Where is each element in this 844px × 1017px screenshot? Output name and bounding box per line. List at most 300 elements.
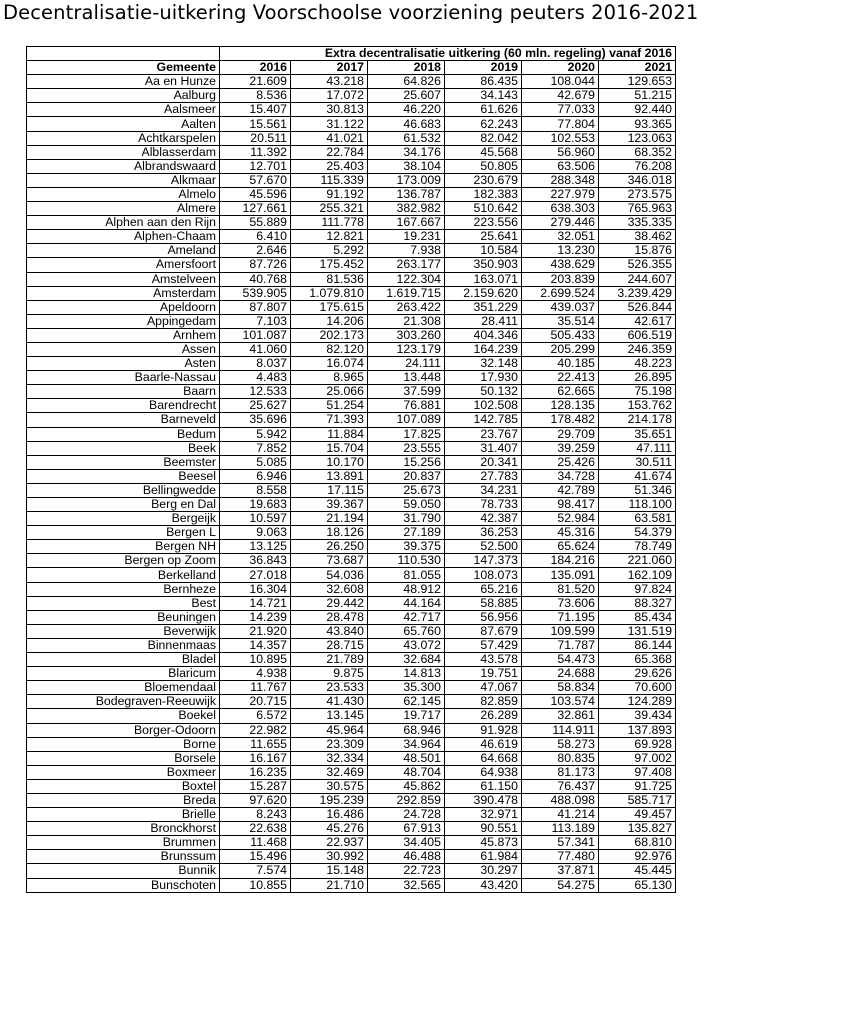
value-cell-2017: 202.173 (291, 328, 368, 342)
value-cell-2021: 47.111 (599, 441, 676, 455)
value-cell-2021: 135.827 (599, 822, 676, 836)
value-cell-2020: 45.316 (522, 526, 599, 540)
value-cell-2018: 61.532 (368, 131, 445, 145)
table-row (27, 145, 676, 159)
value-cell-2016: 35.696 (220, 413, 291, 427)
value-cell-2017: 1.079.810 (291, 286, 368, 300)
table-row (27, 385, 676, 399)
table-row (27, 103, 676, 117)
value-cell-2016: 2.646 (220, 244, 291, 258)
value-cell-2019: 90.551 (445, 822, 522, 836)
gemeente-cell: Alblasserdam (27, 145, 220, 159)
value-cell-2019: 350.903 (445, 258, 522, 272)
value-cell-2021: 35.651 (599, 427, 676, 441)
value-cell-2016: 40.768 (220, 272, 291, 286)
value-cell-2021: 137.893 (599, 723, 676, 737)
value-cell-2019: 52.500 (445, 540, 522, 554)
gemeente-cell: Beuningen (27, 610, 220, 624)
gemeente-cell: Bernheze (27, 582, 220, 596)
value-cell-2018: 136.787 (368, 187, 445, 201)
value-cell-2017: 9.875 (291, 667, 368, 681)
table-row (27, 779, 676, 793)
value-cell-2019: 19.751 (445, 667, 522, 681)
value-cell-2020: 76.437 (522, 779, 599, 793)
table-row (27, 723, 676, 737)
value-cell-2016: 4.938 (220, 667, 291, 681)
value-cell-2020: 24.688 (522, 667, 599, 681)
gemeente-cell: Beverwijk (27, 624, 220, 638)
gemeente-cell: Apeldoorn (27, 300, 220, 314)
table-row (27, 695, 676, 709)
value-cell-2021: 39.434 (599, 709, 676, 723)
value-cell-2016: 7.574 (220, 864, 291, 878)
value-cell-2020: 438.629 (522, 258, 599, 272)
value-cell-2019: 108.073 (445, 568, 522, 582)
value-cell-2016: 87.726 (220, 258, 291, 272)
value-cell-2019: 163.071 (445, 272, 522, 286)
value-cell-2017: 15.704 (291, 441, 368, 455)
value-cell-2019: 34.231 (445, 483, 522, 497)
value-cell-2016: 15.287 (220, 779, 291, 793)
value-cell-2016: 25.627 (220, 399, 291, 413)
value-cell-2019: 36.253 (445, 526, 522, 540)
value-cell-2018: 13.448 (368, 371, 445, 385)
value-cell-2021: 88.327 (599, 596, 676, 610)
value-cell-2021: 3.239.429 (599, 286, 676, 300)
value-cell-2018: 27.189 (368, 526, 445, 540)
value-cell-2018: 24.728 (368, 808, 445, 822)
value-cell-2021: 69.928 (599, 737, 676, 751)
value-cell-2018: 34.964 (368, 737, 445, 751)
gemeente-cell: Bladel (27, 653, 220, 667)
gemeente-cell: Bunschoten (27, 878, 220, 892)
value-cell-2019: 42.387 (445, 512, 522, 526)
value-cell-2020: 52.984 (522, 512, 599, 526)
value-cell-2021: 129.653 (599, 75, 676, 89)
super-header: Extra decentralisatie uitkering (60 mln. regeling) vanaf 2016 (220, 47, 676, 61)
value-cell-2016: 127.661 (220, 202, 291, 216)
value-cell-2020: 32.861 (522, 709, 599, 723)
value-cell-2016: 10.855 (220, 878, 291, 892)
gemeente-cell: Baarle-Nassau (27, 371, 220, 385)
header-corner-cell (27, 47, 220, 61)
value-cell-2017: 30.575 (291, 779, 368, 793)
value-cell-2019: 351.229 (445, 300, 522, 314)
value-cell-2017: 51.254 (291, 399, 368, 413)
gemeente-cell: Aalsmeer (27, 103, 220, 117)
value-cell-2020: 34.728 (522, 469, 599, 483)
value-cell-2019: 230.679 (445, 173, 522, 187)
value-cell-2016: 11.392 (220, 145, 291, 159)
table-row (27, 399, 676, 413)
value-cell-2018: 7.938 (368, 244, 445, 258)
value-cell-2021: 68.810 (599, 836, 676, 850)
allocation-table (26, 46, 676, 893)
value-cell-2020: 77.804 (522, 117, 599, 131)
value-cell-2019: 56.956 (445, 610, 522, 624)
value-cell-2019: 28.411 (445, 314, 522, 328)
value-cell-2016: 27.018 (220, 568, 291, 582)
value-cell-2020: 77.033 (522, 103, 599, 117)
value-cell-2020: 63.506 (522, 159, 599, 173)
value-cell-2017: 17.072 (291, 89, 368, 103)
value-cell-2016: 10.895 (220, 653, 291, 667)
gemeente-cell: Albrandswaard (27, 159, 220, 173)
value-cell-2017: 16.074 (291, 357, 368, 371)
value-cell-2021: 15.876 (599, 244, 676, 258)
value-cell-2019: 61.626 (445, 103, 522, 117)
value-cell-2020: 102.553 (522, 131, 599, 145)
value-cell-2019: 45.568 (445, 145, 522, 159)
value-cell-2018: 23.555 (368, 441, 445, 455)
table-row (27, 878, 676, 892)
value-cell-2020: 29.709 (522, 427, 599, 441)
value-cell-2017: 17.115 (291, 483, 368, 497)
gemeente-cell: Amstelveen (27, 272, 220, 286)
value-cell-2019: 86.435 (445, 75, 522, 89)
value-cell-2018: 19.231 (368, 230, 445, 244)
value-cell-2018: 34.176 (368, 145, 445, 159)
value-cell-2016: 14.239 (220, 610, 291, 624)
value-cell-2017: 11.884 (291, 427, 368, 441)
gemeente-cell: Alphen aan den Rijn (27, 216, 220, 230)
value-cell-2021: 92.440 (599, 103, 676, 117)
year-header-2018: 2018 (368, 61, 445, 75)
value-cell-2019: 62.243 (445, 117, 522, 131)
value-cell-2019: 32.971 (445, 808, 522, 822)
value-cell-2021: 97.002 (599, 751, 676, 765)
gemeente-cell: Appingedam (27, 314, 220, 328)
table-row (27, 512, 676, 526)
value-cell-2018: 22.723 (368, 864, 445, 878)
value-cell-2017: 32.469 (291, 765, 368, 779)
table-row (27, 413, 676, 427)
value-cell-2019: 20.341 (445, 455, 522, 469)
value-cell-2020: 40.185 (522, 357, 599, 371)
value-cell-2020: 35.514 (522, 314, 599, 328)
gemeente-cell: Achtkarspelen (27, 131, 220, 145)
table-row (27, 187, 676, 201)
table-row (27, 131, 676, 145)
value-cell-2020: 77.480 (522, 850, 599, 864)
value-cell-2020: 98.417 (522, 498, 599, 512)
value-cell-2016: 8.558 (220, 483, 291, 497)
gemeente-cell: Borne (27, 737, 220, 751)
value-cell-2016: 20.715 (220, 695, 291, 709)
value-cell-2019: 510.642 (445, 202, 522, 216)
table-row (27, 864, 676, 878)
value-cell-2021: 335.335 (599, 216, 676, 230)
value-cell-2019: 182.383 (445, 187, 522, 201)
value-cell-2019: 87.679 (445, 624, 522, 638)
value-cell-2021: 97.824 (599, 582, 676, 596)
value-cell-2018: 173.009 (368, 173, 445, 187)
gemeente-cell: Binnenmaas (27, 638, 220, 652)
value-cell-2021: 45.445 (599, 864, 676, 878)
value-cell-2020: 108.044 (522, 75, 599, 89)
value-cell-2020: 113.189 (522, 822, 599, 836)
value-cell-2018: 34.405 (368, 836, 445, 850)
value-cell-2019: 50.805 (445, 159, 522, 173)
value-cell-2020: 71.195 (522, 610, 599, 624)
value-cell-2017: 32.334 (291, 751, 368, 765)
gemeente-cell: Bergen NH (27, 540, 220, 554)
value-cell-2020: 42.789 (522, 483, 599, 497)
table-row (27, 765, 676, 779)
value-cell-2017: 39.367 (291, 498, 368, 512)
value-cell-2017: 115.339 (291, 173, 368, 187)
table-row (27, 483, 676, 497)
value-cell-2017: 175.452 (291, 258, 368, 272)
value-cell-2018: 42.717 (368, 610, 445, 624)
value-cell-2016: 57.670 (220, 173, 291, 187)
value-cell-2018: 48.501 (368, 751, 445, 765)
gemeente-cell: Bergen op Zoom (27, 554, 220, 568)
gemeente-cell: Beesel (27, 469, 220, 483)
table-row (27, 808, 676, 822)
value-cell-2016: 8.536 (220, 89, 291, 103)
value-cell-2019: 404.346 (445, 328, 522, 342)
table-row (27, 328, 676, 342)
value-cell-2019: 82.042 (445, 131, 522, 145)
table-row (27, 568, 676, 582)
value-cell-2017: 32.608 (291, 582, 368, 596)
value-cell-2018: 110.530 (368, 554, 445, 568)
value-cell-2019: 78.733 (445, 498, 522, 512)
value-cell-2016: 16.235 (220, 765, 291, 779)
table-row (27, 526, 676, 540)
value-cell-2019: 147.373 (445, 554, 522, 568)
value-cell-2021: 153.762 (599, 399, 676, 413)
table-row (27, 554, 676, 568)
value-cell-2020: 81.520 (522, 582, 599, 596)
table-row (27, 75, 676, 89)
year-header-2019: 2019 (445, 61, 522, 75)
table-row (27, 709, 676, 723)
value-cell-2021: 606.519 (599, 328, 676, 342)
value-cell-2020: 62.665 (522, 385, 599, 399)
value-cell-2017: 15.148 (291, 864, 368, 878)
value-cell-2017: 28.715 (291, 638, 368, 652)
value-cell-2021: 26.895 (599, 371, 676, 385)
value-cell-2019: 64.938 (445, 765, 522, 779)
value-cell-2021: 214.178 (599, 413, 676, 427)
gemeente-cell: Brielle (27, 808, 220, 822)
value-cell-2017: 18.126 (291, 526, 368, 540)
value-cell-2021: 65.130 (599, 878, 676, 892)
table-row (27, 216, 676, 230)
value-cell-2019: 102.508 (445, 399, 522, 413)
value-cell-2021: 273.575 (599, 187, 676, 201)
value-cell-2017: 13.891 (291, 469, 368, 483)
value-cell-2020: 58.834 (522, 681, 599, 695)
value-cell-2017: 5.292 (291, 244, 368, 258)
value-cell-2021: 93.365 (599, 117, 676, 131)
value-cell-2017: 255.321 (291, 202, 368, 216)
value-cell-2017: 111.778 (291, 216, 368, 230)
value-cell-2019: 25.641 (445, 230, 522, 244)
value-cell-2021: 346.018 (599, 173, 676, 187)
gemeente-cell: Borsele (27, 751, 220, 765)
value-cell-2020: 203.839 (522, 272, 599, 286)
value-cell-2020: 65.624 (522, 540, 599, 554)
value-cell-2021: 30.511 (599, 455, 676, 469)
gemeente-cell: Bergen L (27, 526, 220, 540)
table-row (27, 638, 676, 652)
value-cell-2018: 32.684 (368, 653, 445, 667)
gemeente-cell: Assen (27, 342, 220, 356)
gemeente-cell: Amersfoort (27, 258, 220, 272)
value-cell-2016: 11.767 (220, 681, 291, 695)
value-cell-2021: 92.976 (599, 850, 676, 864)
gemeente-cell: Boxmeer (27, 765, 220, 779)
value-cell-2020: 439.037 (522, 300, 599, 314)
year-header-2017: 2017 (291, 61, 368, 75)
gemeente-cell: Blaricum (27, 667, 220, 681)
value-cell-2017: 54.036 (291, 568, 368, 582)
value-cell-2016: 14.357 (220, 638, 291, 652)
value-cell-2018: 59.050 (368, 498, 445, 512)
value-cell-2021: 585.717 (599, 793, 676, 807)
value-cell-2018: 167.667 (368, 216, 445, 230)
value-cell-2018: 76.881 (368, 399, 445, 413)
value-cell-2019: 10.584 (445, 244, 522, 258)
value-cell-2017: 71.393 (291, 413, 368, 427)
value-cell-2019: 82.859 (445, 695, 522, 709)
value-cell-2016: 6.410 (220, 230, 291, 244)
gemeente-cell: Aalburg (27, 89, 220, 103)
value-cell-2019: 58.885 (445, 596, 522, 610)
value-cell-2019: 43.420 (445, 878, 522, 892)
gemeente-cell: Bergeijk (27, 512, 220, 526)
value-cell-2020: 71.787 (522, 638, 599, 652)
value-cell-2021: 29.626 (599, 667, 676, 681)
value-cell-2018: 45.862 (368, 779, 445, 793)
value-cell-2016: 22.638 (220, 822, 291, 836)
table-row (27, 202, 676, 216)
value-cell-2020: 2.699.524 (522, 286, 599, 300)
value-cell-2020: 22.413 (522, 371, 599, 385)
page-title: Decentralisatie-uitkering Voorschoolse voorziening peuters 2016-2021 (3, 1, 699, 24)
value-cell-2017: 21.710 (291, 878, 368, 892)
value-cell-2018: 62.145 (368, 695, 445, 709)
value-cell-2021: 118.100 (599, 498, 676, 512)
value-cell-2019: 64.668 (445, 751, 522, 765)
value-cell-2021: 123.063 (599, 131, 676, 145)
value-cell-2016: 41.060 (220, 342, 291, 356)
value-cell-2020: 42.679 (522, 89, 599, 103)
value-cell-2021: 78.749 (599, 540, 676, 554)
value-cell-2020: 54.275 (522, 878, 599, 892)
table-row (27, 681, 676, 695)
value-cell-2017: 25.403 (291, 159, 368, 173)
value-cell-2019: 26.289 (445, 709, 522, 723)
value-cell-2016: 11.468 (220, 836, 291, 850)
value-cell-2016: 7.103 (220, 314, 291, 328)
value-cell-2021: 244.607 (599, 272, 676, 286)
value-cell-2021: 65.368 (599, 653, 676, 667)
gemeente-cell: Alphen-Chaam (27, 230, 220, 244)
table-row (27, 159, 676, 173)
value-cell-2018: 38.104 (368, 159, 445, 173)
value-cell-2016: 87.807 (220, 300, 291, 314)
value-cell-2016: 15.496 (220, 850, 291, 864)
value-cell-2019: 46.619 (445, 737, 522, 751)
gemeente-cell: Almere (27, 202, 220, 216)
value-cell-2017: 16.486 (291, 808, 368, 822)
value-cell-2021: 85.434 (599, 610, 676, 624)
value-cell-2016: 16.167 (220, 751, 291, 765)
value-cell-2017: 23.533 (291, 681, 368, 695)
table-row (27, 653, 676, 667)
value-cell-2018: 35.300 (368, 681, 445, 695)
value-cell-2021: 162.109 (599, 568, 676, 582)
value-cell-2021: 246.359 (599, 342, 676, 356)
table-row (27, 540, 676, 554)
value-cell-2018: 48.704 (368, 765, 445, 779)
table-row (27, 300, 676, 314)
value-cell-2017: 10.170 (291, 455, 368, 469)
value-cell-2018: 25.673 (368, 483, 445, 497)
value-cell-2020: 54.473 (522, 653, 599, 667)
value-cell-2016: 12.701 (220, 159, 291, 173)
value-cell-2020: 505.433 (522, 328, 599, 342)
gemeente-cell: Bedum (27, 427, 220, 441)
year-header-2020: 2020 (522, 61, 599, 75)
table-row (27, 610, 676, 624)
value-cell-2018: 31.790 (368, 512, 445, 526)
gemeente-cell: Aa en Hunze (27, 75, 220, 89)
value-cell-2021: 131.519 (599, 624, 676, 638)
table-row (27, 286, 676, 300)
value-cell-2020: 135.091 (522, 568, 599, 582)
value-cell-2016: 6.572 (220, 709, 291, 723)
value-cell-2019: 142.785 (445, 413, 522, 427)
value-cell-2020: 25.426 (522, 455, 599, 469)
value-cell-2021: 63.581 (599, 512, 676, 526)
value-cell-2018: 382.982 (368, 202, 445, 216)
value-cell-2018: 64.826 (368, 75, 445, 89)
value-cell-2018: 24.111 (368, 357, 445, 371)
value-cell-2016: 36.843 (220, 554, 291, 568)
value-cell-2021: 97.408 (599, 765, 676, 779)
table-row (27, 272, 676, 286)
value-cell-2016: 7.852 (220, 441, 291, 455)
value-cell-2020: 41.214 (522, 808, 599, 822)
value-cell-2017: 82.120 (291, 342, 368, 356)
value-cell-2021: 51.346 (599, 483, 676, 497)
value-cell-2020: 638.303 (522, 202, 599, 216)
table-row (27, 836, 676, 850)
table-body (27, 75, 676, 892)
year-header-2021: 2021 (599, 61, 676, 75)
value-cell-2016: 55.889 (220, 216, 291, 230)
table-row (27, 624, 676, 638)
value-cell-2018: 39.375 (368, 540, 445, 554)
table-row (27, 667, 676, 681)
gemeente-cell: Bloemendaal (27, 681, 220, 695)
value-cell-2017: 41.021 (291, 131, 368, 145)
value-cell-2018: 68.946 (368, 723, 445, 737)
value-cell-2018: 25.607 (368, 89, 445, 103)
table-row (27, 793, 676, 807)
gemeente-cell: Brummen (27, 836, 220, 850)
gemeente-cell: Beek (27, 441, 220, 455)
value-cell-2021: 526.355 (599, 258, 676, 272)
gemeente-cell: Bronckhorst (27, 822, 220, 836)
value-cell-2016: 8.037 (220, 357, 291, 371)
value-cell-2018: 46.220 (368, 103, 445, 117)
